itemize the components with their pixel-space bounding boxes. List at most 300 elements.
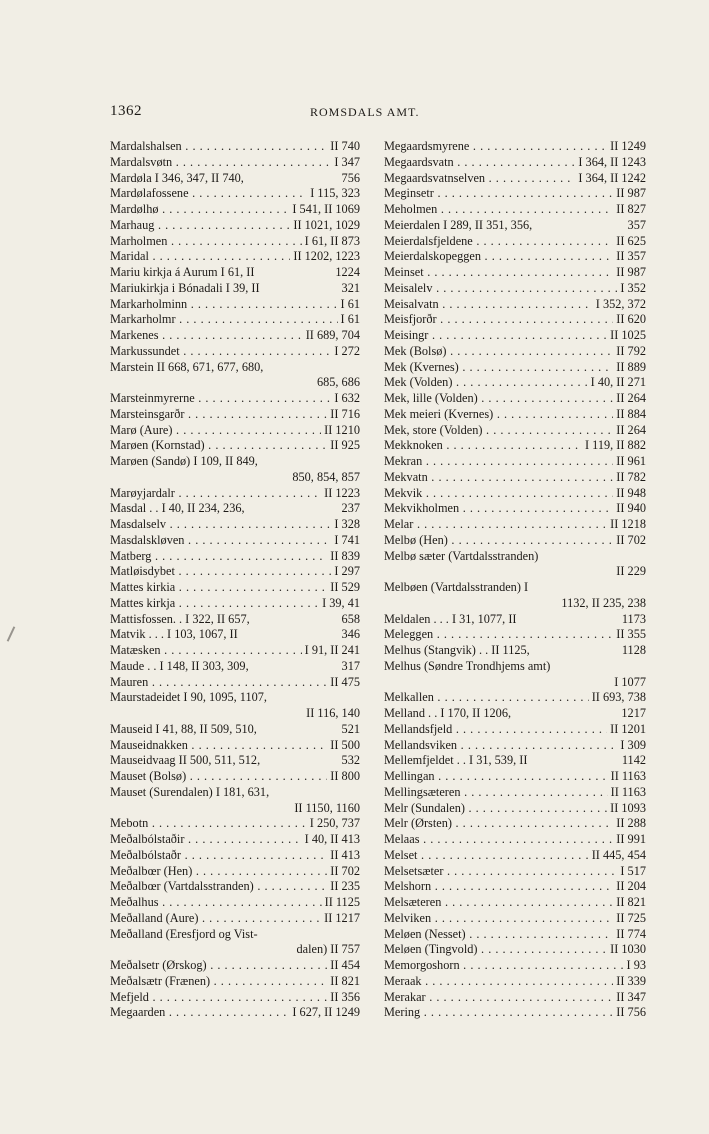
entry-pages: II 716 xyxy=(327,407,360,423)
entry-name: Mardalsvøtn . . . xyxy=(110,155,331,171)
entry-name: Mellandsviken . . . xyxy=(384,738,617,754)
index-entry xyxy=(110,848,360,864)
entry-name: Melr (Sundalen) . . . xyxy=(384,801,607,817)
entry-name: Masdalskløven . . . xyxy=(110,533,331,549)
index-entry xyxy=(110,454,360,470)
entry-pages: II 1093 xyxy=(607,801,646,817)
entry-name: Melsetsæter . . . xyxy=(384,864,617,880)
index-entry xyxy=(110,990,360,1006)
index-entry xyxy=(384,911,646,927)
index-entry xyxy=(110,722,360,738)
index-entry xyxy=(384,139,646,155)
entry-pages: I 352 xyxy=(617,281,646,297)
entry-name: Maridal . . . xyxy=(110,249,290,265)
entry-pages: I 309 xyxy=(617,738,646,754)
index-entry xyxy=(384,832,646,848)
entry-name: Mek, lille (Volden) . . . xyxy=(384,391,613,407)
entry-pages: II 1249 xyxy=(607,139,646,155)
entry-pages: I 328 xyxy=(331,517,360,533)
entry-pages: II 948 xyxy=(613,486,646,502)
index-entry xyxy=(384,864,646,880)
entry-name: Mariukirkja i Bónadali I 39, II xyxy=(110,280,260,295)
entry-name: Mauseidvaag II 500, 511, 512, xyxy=(110,753,261,768)
index-entry xyxy=(110,265,360,281)
entry-name: Meginsetr . . . xyxy=(384,186,613,202)
entry-pages: I 632 xyxy=(331,391,360,407)
entry-name: Mek (Bolsø) . . . xyxy=(384,344,613,360)
entry-pages: II 740 xyxy=(327,139,360,155)
entry-name: Mattes kirkia . . . xyxy=(110,580,327,596)
entry-name: Maude . . I 148, II 303, 309, xyxy=(110,658,249,673)
index-entry xyxy=(110,312,360,328)
entry-continuation: 1132, II 235, 238 xyxy=(561,595,646,610)
index-entry xyxy=(110,879,360,895)
entry-pages: II 529 xyxy=(327,580,360,596)
entry-name: Masdal . . I 40, II 234, 236, xyxy=(110,501,245,516)
entry-pages: II 1025 xyxy=(607,328,646,344)
entry-continuation: dalen) II 757 xyxy=(296,942,360,957)
entry-name: Marøen (Sandø) I 109, II 849, xyxy=(110,454,258,468)
entry-pages: II 454 xyxy=(327,958,360,974)
entry-pages: II 702 xyxy=(327,864,360,880)
index-entry xyxy=(110,580,360,596)
page-header xyxy=(110,103,640,123)
entry-pages: 1173 xyxy=(619,612,646,628)
entry-name: Meleggen . . . xyxy=(384,627,613,643)
entry-name: Mekvik . . . xyxy=(384,486,613,502)
index-entry xyxy=(110,501,360,517)
entry-pages: II 821 xyxy=(613,895,646,911)
entry-continuation: I 1077 xyxy=(614,674,646,689)
entry-name: Markenes . . . xyxy=(110,328,303,344)
index-entry xyxy=(384,927,646,943)
entry-continuation: 685, 686 xyxy=(316,375,360,390)
entry-name: Meðalbólstaðir . . . xyxy=(110,832,302,848)
index-entry xyxy=(110,344,360,360)
index-entry xyxy=(384,344,646,360)
entry-name: Markussundet . . . xyxy=(110,344,331,360)
entry-pages: I 115, 323 xyxy=(307,186,360,202)
entry-pages: II 1202, 1223 xyxy=(290,249,360,265)
entry-pages: II 725 xyxy=(613,911,646,927)
index-entry xyxy=(110,675,360,691)
entry-name: Meløen (Tingvold) . . . xyxy=(384,942,607,958)
index-entry xyxy=(110,155,360,171)
index-entry xyxy=(110,785,360,801)
entry-pages: II 1218 xyxy=(607,517,646,533)
entry-name: Meldalen . . . I 31, 1077, II xyxy=(384,611,517,626)
entry-continuation: II 229 xyxy=(616,564,646,579)
entry-pages: I 39, 41 xyxy=(319,596,360,612)
entry-continuation: 850, 854, 857 xyxy=(292,469,360,484)
index-entry xyxy=(110,738,360,754)
index-entry xyxy=(384,942,646,958)
entry-name: Mefjeld . . . xyxy=(110,990,327,1006)
entry-pages: 317 xyxy=(339,659,360,675)
entry-pages: I 91, II 241 xyxy=(302,643,360,659)
entry-name: Mauseidnakken . . . xyxy=(110,738,327,754)
entry-pages: II 839 xyxy=(327,549,360,565)
index-entry xyxy=(384,375,646,391)
entry-pages: I 541, II 1069 xyxy=(289,202,360,218)
entry-name: Masdalselv . . . xyxy=(110,517,331,533)
index-entry xyxy=(110,486,360,502)
entry-pages: II 774 xyxy=(613,927,646,943)
entry-name: Mauset (Surendalen) I 181, 631, xyxy=(110,784,270,799)
entry-name: Mek (Kvernes) . . . xyxy=(384,360,613,376)
index-entry xyxy=(110,816,360,832)
margin-pencil-mark xyxy=(7,626,16,641)
entry-pages: II 1163 xyxy=(608,785,646,801)
entry-pages: I 517 xyxy=(617,864,646,880)
entry-pages: II 925 xyxy=(327,438,360,454)
index-entry xyxy=(384,659,646,675)
index-entry xyxy=(110,864,360,880)
index-entry xyxy=(110,832,360,848)
entry-name: Mekran . . . xyxy=(384,454,613,470)
index-entry xyxy=(384,454,646,470)
entry-name: Meðalland (Eresfjord og Vist- xyxy=(110,926,258,941)
index-entry xyxy=(384,722,646,738)
entry-pages: II 987 xyxy=(613,186,646,202)
entry-name: Marøyjardalr . . . xyxy=(110,486,321,502)
entry-pages: II 1223 xyxy=(321,486,360,502)
entry-pages: 658 xyxy=(339,612,360,628)
entry-pages: II 756 xyxy=(613,1005,646,1021)
entry-name: Melbø sæter (Vartdalsstranden) xyxy=(384,548,539,563)
index-entry xyxy=(384,281,646,297)
index-entry xyxy=(384,848,646,864)
index-entry xyxy=(110,218,360,234)
entry-name: Memorgoshorn . . . xyxy=(384,958,624,974)
entry-name: Mellandsfjeld . . . xyxy=(384,722,607,738)
entry-name: Marhaug . . . xyxy=(110,218,290,234)
entry-name: Meisalvatn . . . xyxy=(384,297,593,313)
index-entry xyxy=(384,265,646,281)
index-entry xyxy=(384,438,646,454)
entry-pages: I 347 xyxy=(331,155,360,171)
entry-name: Matberg . . . xyxy=(110,549,327,565)
entry-pages: II 961 xyxy=(613,454,646,470)
entry-name: Mering . . . xyxy=(384,1005,613,1021)
index-entry xyxy=(384,186,646,202)
entry-pages: II 782 xyxy=(613,470,646,486)
entry-name: Meðalsetr (Ørskog) . . . xyxy=(110,958,327,974)
entry-name: Mek (Volden) . . . xyxy=(384,375,588,391)
index-entry xyxy=(384,974,646,990)
entry-name: Meðalbólstaðr . . . xyxy=(110,848,327,864)
index-column-right xyxy=(384,139,646,1021)
entry-name: Marsteinsgarðr . . . xyxy=(110,407,327,423)
entry-name: Melkallen . . . xyxy=(384,690,589,706)
entry-pages: I 119, II 882 xyxy=(582,438,646,454)
entry-pages: 357 xyxy=(625,218,646,234)
entry-name: Melsæteren . . . xyxy=(384,895,613,911)
index-entry xyxy=(384,249,646,265)
index-entry xyxy=(384,753,646,769)
entry-pages: II 827 xyxy=(613,202,646,218)
entry-pages: II 940 xyxy=(613,501,646,517)
index-entry xyxy=(110,328,360,344)
entry-name: Mattes kirkja . . . xyxy=(110,596,319,612)
entry-name: Markarholminn . . . xyxy=(110,297,338,313)
index-entry xyxy=(384,202,646,218)
entry-continuation: II 1150, 1160 xyxy=(294,800,360,815)
entry-pages: I 297 xyxy=(331,564,360,580)
entry-name: Melshorn . . . xyxy=(384,879,613,895)
entry-pages: II 357 xyxy=(613,249,646,265)
entry-pages: II 987 xyxy=(613,265,646,281)
entry-pages: II 821 xyxy=(327,974,360,990)
index-entry xyxy=(110,171,360,187)
entry-pages: II 413 xyxy=(327,848,360,864)
entry-name: Mardølafossene . . . xyxy=(110,186,307,202)
entry-pages: I 250, 737 xyxy=(307,816,360,832)
index-entry xyxy=(110,234,360,250)
entry-pages: I 627, II 1249 xyxy=(289,1005,360,1021)
entry-name: Matløisdybet . . . xyxy=(110,564,331,580)
entry-name: Meholmen . . . xyxy=(384,202,613,218)
entry-pages: II 347 xyxy=(613,990,646,1006)
index-entry xyxy=(110,517,360,533)
entry-pages: 321 xyxy=(339,281,360,297)
index-entry xyxy=(384,1005,646,1021)
entry-name: Mardalshalsen . . . xyxy=(110,139,327,155)
index-entry xyxy=(110,391,360,407)
entry-pages: II 991 xyxy=(613,832,646,848)
entry-pages: II 792 xyxy=(613,344,646,360)
index-entry xyxy=(384,643,646,659)
entry-name: Maurstadeidet I 90, 1095, 1107, xyxy=(110,690,267,705)
index-entry xyxy=(384,312,646,328)
index-entry xyxy=(110,139,360,155)
entry-name: Mekknoken . . . xyxy=(384,438,582,454)
entry-pages: II 1030 xyxy=(607,942,646,958)
index-entry xyxy=(110,407,360,423)
entry-name: Meðalhus . . . xyxy=(110,895,322,911)
index-entry xyxy=(384,580,646,596)
index-entry xyxy=(110,958,360,974)
entry-name: Meierdalen I 289, II 351, 356, xyxy=(384,217,533,232)
entry-pages: II 884 xyxy=(613,407,646,423)
index-entry xyxy=(384,297,646,313)
entry-continuation: II 116, 140 xyxy=(306,706,360,720)
index-entry xyxy=(384,486,646,502)
entry-pages: I 364, II 1243 xyxy=(575,155,646,171)
entry-name: Mellemfjeldet . . I 31, 539, II xyxy=(384,753,528,768)
index-entry xyxy=(110,659,360,675)
entry-pages: II 475 xyxy=(327,675,360,691)
index-entry xyxy=(110,438,360,454)
entry-pages: 1142 xyxy=(619,753,646,769)
entry-pages: II 1210 xyxy=(321,423,360,439)
entry-pages: II 339 xyxy=(613,974,646,990)
entry-name: Meløen (Nesset) . . . xyxy=(384,927,613,943)
index-entry xyxy=(384,816,646,832)
entry-name: Marøen (Kornstad) . . . xyxy=(110,438,327,454)
index-entry xyxy=(110,202,360,218)
index-entry xyxy=(110,360,360,376)
entry-pages: II 264 xyxy=(613,391,646,407)
index-entry xyxy=(110,612,360,628)
index-entry xyxy=(110,564,360,580)
entry-pages: 521 xyxy=(339,722,360,738)
index-entry xyxy=(384,801,646,817)
entry-pages: II 204 xyxy=(613,879,646,895)
index-entry xyxy=(384,218,646,234)
index-entry xyxy=(384,549,646,565)
entry-name: Matvik . . . I 103, 1067, II xyxy=(110,627,238,642)
entry-pages: I 61 xyxy=(338,312,360,328)
entry-pages: II 620 xyxy=(613,312,646,328)
entry-pages: 756 xyxy=(339,171,360,187)
entry-name: Merakar . . . xyxy=(384,990,613,1006)
index-entry xyxy=(384,171,646,187)
entry-name: Marsteinmyrerne . . . xyxy=(110,391,331,407)
entry-name: Megaardsmyrene . . . xyxy=(384,139,607,155)
entry-name: Melaas . . . xyxy=(384,832,613,848)
entry-name: Mellingan . . . xyxy=(384,769,608,785)
index-entry xyxy=(384,533,646,549)
entry-pages: II 689, 704 xyxy=(303,328,360,344)
entry-name: Marø (Aure) . . . xyxy=(110,423,321,439)
entry-pages: II 1021, 1029 xyxy=(290,218,360,234)
entry-name: Meraak . . . xyxy=(384,974,613,990)
entry-name: Mellingsæteren . . . xyxy=(384,785,608,801)
entry-name: Meðalbœr (Vartdalsstranden) . . . xyxy=(110,879,327,895)
index-entry xyxy=(384,155,646,171)
entry-pages: II 445, 454 xyxy=(589,848,646,864)
entry-pages: II 500 xyxy=(327,738,360,754)
entry-name: Melviken . . . xyxy=(384,911,613,927)
index-entry xyxy=(110,643,360,659)
entry-pages: I 93 xyxy=(624,958,646,974)
index-entry xyxy=(110,927,360,943)
entry-name: Meierdalsfjeldene . . . xyxy=(384,234,613,250)
index-entry xyxy=(384,328,646,344)
entry-name: Marstein II 668, 671, 677, 680, xyxy=(110,359,264,374)
index-entry xyxy=(110,753,360,769)
entry-name: Mariu kirkja á Aurum I 61, II xyxy=(110,265,255,279)
entry-pages: II 702 xyxy=(613,533,646,549)
entry-pages: II 264 xyxy=(613,423,646,439)
entry-pages: II 1201 xyxy=(607,722,646,738)
entry-name: Melhus (Søndre Trondhjems amt) xyxy=(384,658,551,673)
index-entry xyxy=(110,423,360,439)
index-entry xyxy=(384,706,646,722)
entry-pages: II 1217 xyxy=(321,911,360,927)
entry-pages: I 364, II 1242 xyxy=(575,171,646,187)
entry-name: Mattisfossen. . I 322, II 657, xyxy=(110,611,250,626)
index-entry xyxy=(384,501,646,517)
entry-pages: II 800 xyxy=(327,769,360,785)
index-entry xyxy=(110,549,360,565)
entry-pages: II 889 xyxy=(613,360,646,376)
index-entry xyxy=(110,974,360,990)
entry-name: Megaardsvatnselven . . . xyxy=(384,171,575,187)
index-entry xyxy=(110,533,360,549)
index-entry xyxy=(384,517,646,533)
entry-name: Mekvikholmen . . . xyxy=(384,501,613,517)
entry-name: Marholmen . . . xyxy=(110,234,302,250)
entry-name: Melland . . I 170, II 1206, xyxy=(384,706,512,720)
entry-name: Meðalsætr (Frænen) . . . xyxy=(110,974,327,990)
index-entry xyxy=(384,879,646,895)
entry-name: Melbø (Hen) . . . xyxy=(384,533,613,549)
index-entry xyxy=(384,785,646,801)
entry-name: Meinset . . . xyxy=(384,265,613,281)
entry-name: Mauset (Bolsø) . . . xyxy=(110,769,327,785)
entry-name: Mauseid I 41, 88, II 509, 510, xyxy=(110,721,257,736)
entry-name: Megaardsvatn . . . xyxy=(384,155,575,171)
index-entry xyxy=(384,738,646,754)
index-entry xyxy=(110,627,360,643)
entry-name: Mebotn . . . xyxy=(110,816,307,832)
entry-name: Melr (Ørsten) . . . xyxy=(384,816,613,832)
index-entry xyxy=(110,769,360,785)
index-entry xyxy=(384,769,646,785)
entry-pages: II 356 xyxy=(327,990,360,1006)
index-entry xyxy=(110,186,360,202)
entry-name: Melhus (Stangvik) . . II 1125, xyxy=(384,643,530,657)
entry-name: Meierdalskopeggen . . . xyxy=(384,249,613,265)
entry-pages: II 235 xyxy=(327,879,360,895)
entry-name: Melar . . . xyxy=(384,517,607,533)
entry-pages: II 355 xyxy=(613,627,646,643)
index-entry xyxy=(110,596,360,612)
index-entry xyxy=(110,1005,360,1021)
entry-name: Meðalland (Aure) . . . xyxy=(110,911,321,927)
index-entry xyxy=(384,470,646,486)
running-title: ROMSDALS AMT. xyxy=(310,105,420,119)
index-entry xyxy=(384,391,646,407)
entry-pages: II 1163 xyxy=(608,769,646,785)
index-entry xyxy=(384,990,646,1006)
entry-name: Mauren . . . xyxy=(110,675,327,691)
entry-name: Mardøla I 346, 347, II 740, xyxy=(110,170,244,185)
entry-pages: II 693, 738 xyxy=(589,690,646,706)
index-entry xyxy=(384,958,646,974)
page-number: 1362 xyxy=(110,103,142,119)
entry-pages: 532 xyxy=(339,753,360,769)
entry-pages: 237 xyxy=(339,501,360,517)
index-entry xyxy=(110,690,360,706)
index-entry xyxy=(384,360,646,376)
index-entry xyxy=(384,690,646,706)
entry-name: Meðalbœr (Hen) . . . xyxy=(110,864,327,880)
entry-name: Mek meieri (Kvernes) . . . xyxy=(384,407,613,423)
entry-name: Melbøen (Vartdalsstranden) I xyxy=(384,580,529,594)
entry-pages: I 40, II 271 xyxy=(588,375,646,391)
index-entry xyxy=(110,281,360,297)
index-entry xyxy=(110,911,360,927)
entry-pages: I 61 xyxy=(338,297,360,313)
entry-name: Mekvatn . . . xyxy=(384,470,613,486)
entry-pages: I 40, II 413 xyxy=(302,832,360,848)
entry-pages: II 625 xyxy=(613,234,646,250)
entry-pages: 1217 xyxy=(618,706,646,722)
entry-name: Meisingr . . . xyxy=(384,328,607,344)
entry-pages: II 1125 xyxy=(322,895,360,911)
entry-pages: 1128 xyxy=(619,643,646,659)
entry-pages: I 272 xyxy=(331,344,360,360)
entry-pages: 346 xyxy=(339,627,360,643)
index-entry xyxy=(384,627,646,643)
index-entry xyxy=(110,249,360,265)
index-entry xyxy=(384,895,646,911)
entry-name: Mek, store (Volden) . . . xyxy=(384,423,613,439)
entry-name: Mardølhø . . . xyxy=(110,202,289,218)
